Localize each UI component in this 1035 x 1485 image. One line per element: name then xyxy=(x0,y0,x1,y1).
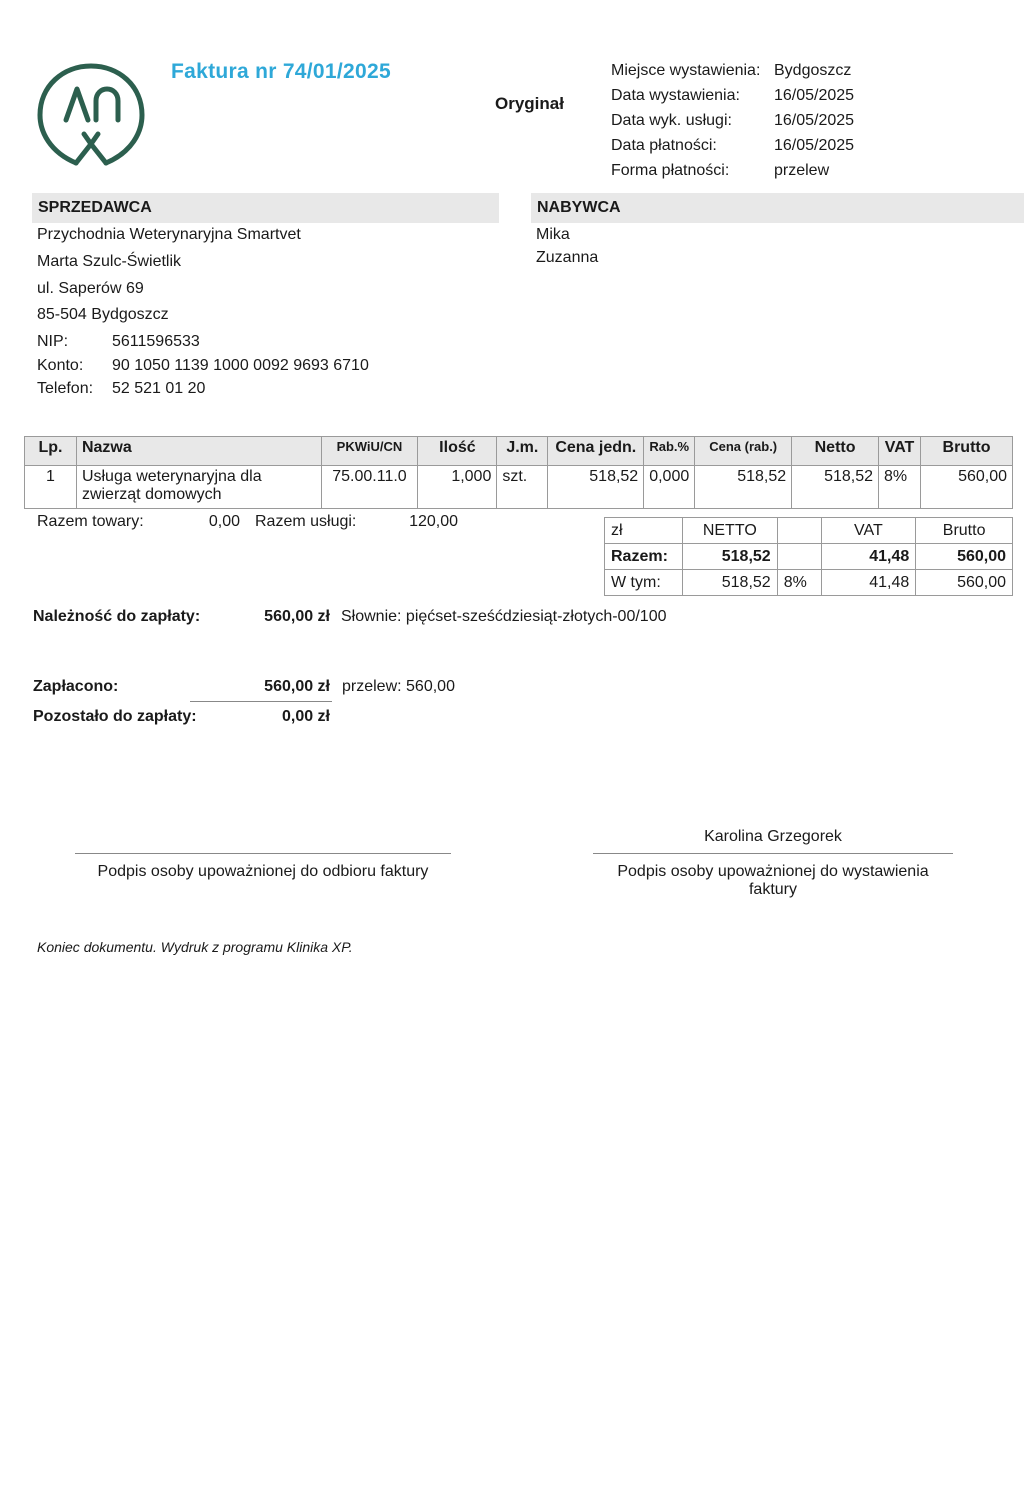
seller-account xyxy=(37,357,369,375)
amount-in-words: Słownie: pięćset-sześćdziesiąt-złotych-00/100 xyxy=(341,608,667,625)
summary-total-row xyxy=(605,544,1013,570)
document-footer: Koniec dokumentu. Wydruk z programu Klinika XP. xyxy=(37,939,353,955)
remaining-value: 0,00 zł xyxy=(281,708,330,725)
nip-label: NIP: xyxy=(37,333,69,350)
buyer-line2: Zuzanna xyxy=(536,249,599,266)
account-value: 90 1050 1139 1000 0092 9693 6710 xyxy=(112,357,369,374)
summary-total-gross: 560,00 xyxy=(916,544,1013,570)
col-header-vat: VAT xyxy=(879,437,921,466)
summary-incl-net: 518,52 xyxy=(682,570,777,596)
meta-row xyxy=(611,133,854,158)
seller-name: Przychodnia Weterynaryjna Smartvet xyxy=(37,226,301,243)
invoice-title: Faktura nr 74/01/2025 xyxy=(171,60,391,83)
col-header-unit-price: Cena jedn. xyxy=(548,437,644,466)
items-table xyxy=(24,436,1013,509)
col-header-unit: J.m. xyxy=(497,437,548,466)
seller-phone xyxy=(37,380,205,398)
col-header-net: Netto xyxy=(792,437,879,466)
cell-qty: 1,000 xyxy=(418,466,497,509)
meta-row xyxy=(611,158,854,183)
receiver-signature-line xyxy=(75,853,451,854)
meta-value: 16/05/2025 xyxy=(774,137,855,154)
summary-total-net: 518,52 xyxy=(682,544,777,570)
services-total-value: 120,00 xyxy=(409,513,458,530)
cell-net: 518,52 xyxy=(792,466,879,509)
seller-city: 85-504 Bydgoszcz xyxy=(37,306,169,323)
meta-value: 16/05/2025 xyxy=(774,87,855,104)
summary-total-vat: 41,48 xyxy=(821,544,916,570)
amount-due-label: Należność do zapłaty: xyxy=(33,608,201,625)
summary-incl-gross: 560,00 xyxy=(916,570,1013,596)
clinic-logo-icon xyxy=(36,62,146,170)
cell-gross: 560,00 xyxy=(921,466,1013,509)
phone-label: Telefon: xyxy=(37,380,94,397)
summary-vat-header: VAT xyxy=(821,518,916,544)
summary-brutto-header: Brutto xyxy=(916,518,1013,544)
cell-vat: 8% xyxy=(879,466,921,509)
meta-label: Data płatności: xyxy=(611,137,717,154)
meta-row xyxy=(611,58,854,83)
col-header-pkwiu: PKWiU/CN xyxy=(321,437,418,466)
meta-row xyxy=(611,108,854,133)
meta-row xyxy=(611,83,854,108)
paid-value: 560,00 zł xyxy=(264,678,330,695)
meta-label: Data wystawienia: xyxy=(611,87,740,104)
col-header-lp: Lp. xyxy=(25,437,77,466)
goods-total-label: Razem towary: xyxy=(37,513,144,530)
services-total-label: Razem usługi: xyxy=(255,513,357,530)
summary-header-row xyxy=(605,518,1013,544)
summary-netto-header: NETTO xyxy=(682,518,777,544)
col-header-gross: Brutto xyxy=(921,437,1013,466)
seller-nip xyxy=(37,333,200,351)
issuer-signature-line xyxy=(593,853,953,854)
seller-heading: SPRZEDAWCA xyxy=(32,193,499,223)
nip-value: 5611596533 xyxy=(112,333,200,350)
meta-label: Miejsce wystawienia: xyxy=(611,62,761,79)
cell-price-disc: 518,52 xyxy=(695,466,792,509)
summary-incl-row xyxy=(605,570,1013,596)
meta-value: Bydgoszcz xyxy=(774,62,852,79)
cell-unit: szt. xyxy=(497,466,548,509)
col-header-qty: Ilość xyxy=(418,437,497,466)
summary-incl-vat: 41,48 xyxy=(821,570,916,596)
issuer-signature-caption: Podpis osoby upoważnionej do wystawienia faktury xyxy=(617,863,929,898)
remaining-label: Pozostało do zapłaty: xyxy=(33,708,197,725)
summary-empty-cell xyxy=(777,544,821,570)
phone-value: 52 521 01 20 xyxy=(112,380,206,397)
table-row xyxy=(25,466,1013,509)
cell-unit-price: 518,52 xyxy=(548,466,644,509)
issuer-name: Karolina Grzegorek xyxy=(704,828,842,845)
seller-person: Marta Szulc-Świetlik xyxy=(37,253,182,270)
cell-lp: 1 xyxy=(25,466,77,509)
items-header-row xyxy=(25,437,1013,466)
meta-label: Forma płatności: xyxy=(611,162,730,179)
summary-table xyxy=(604,517,1013,596)
meta-value: przelew xyxy=(774,162,830,179)
cell-name: Usługa weterynaryjna dla zwierząt domowych xyxy=(76,466,321,509)
account-label: Konto: xyxy=(37,357,84,374)
cell-discount: 0,000 xyxy=(644,466,695,509)
invoice-meta xyxy=(611,58,854,183)
summary-currency: zł xyxy=(605,518,683,544)
paid-method: przelew: 560,00 xyxy=(342,678,455,695)
receiver-signature-caption: Podpis osoby upoważnionej do odbioru faktury xyxy=(97,863,429,880)
buyer-line1: Mika xyxy=(536,226,570,243)
paid-label: Zapłacono: xyxy=(33,678,119,695)
summary-empty-cell xyxy=(777,518,821,544)
col-header-price-disc: Cena (rab.) xyxy=(695,437,792,466)
col-header-name: Nazwa xyxy=(76,437,321,466)
summary-incl-rate: 8% xyxy=(777,570,821,596)
goods-total-value: 0,00 xyxy=(208,513,240,530)
meta-value: 16/05/2025 xyxy=(774,112,855,129)
paid-underline xyxy=(190,701,332,702)
buyer-heading: NABYWCA xyxy=(531,193,1024,223)
amount-due-value: 560,00 zł xyxy=(264,608,330,625)
meta-label: Data wyk. usługi: xyxy=(611,112,732,129)
copy-label: Oryginał xyxy=(495,94,564,113)
summary-total-label: Razem: xyxy=(605,544,683,570)
seller-street: ul. Saperów 69 xyxy=(37,280,144,297)
summary-incl-label: W tym: xyxy=(605,570,683,596)
cell-pkwiu: 75.00.11.0 xyxy=(321,466,418,509)
col-header-discount: Rab.% xyxy=(644,437,695,466)
